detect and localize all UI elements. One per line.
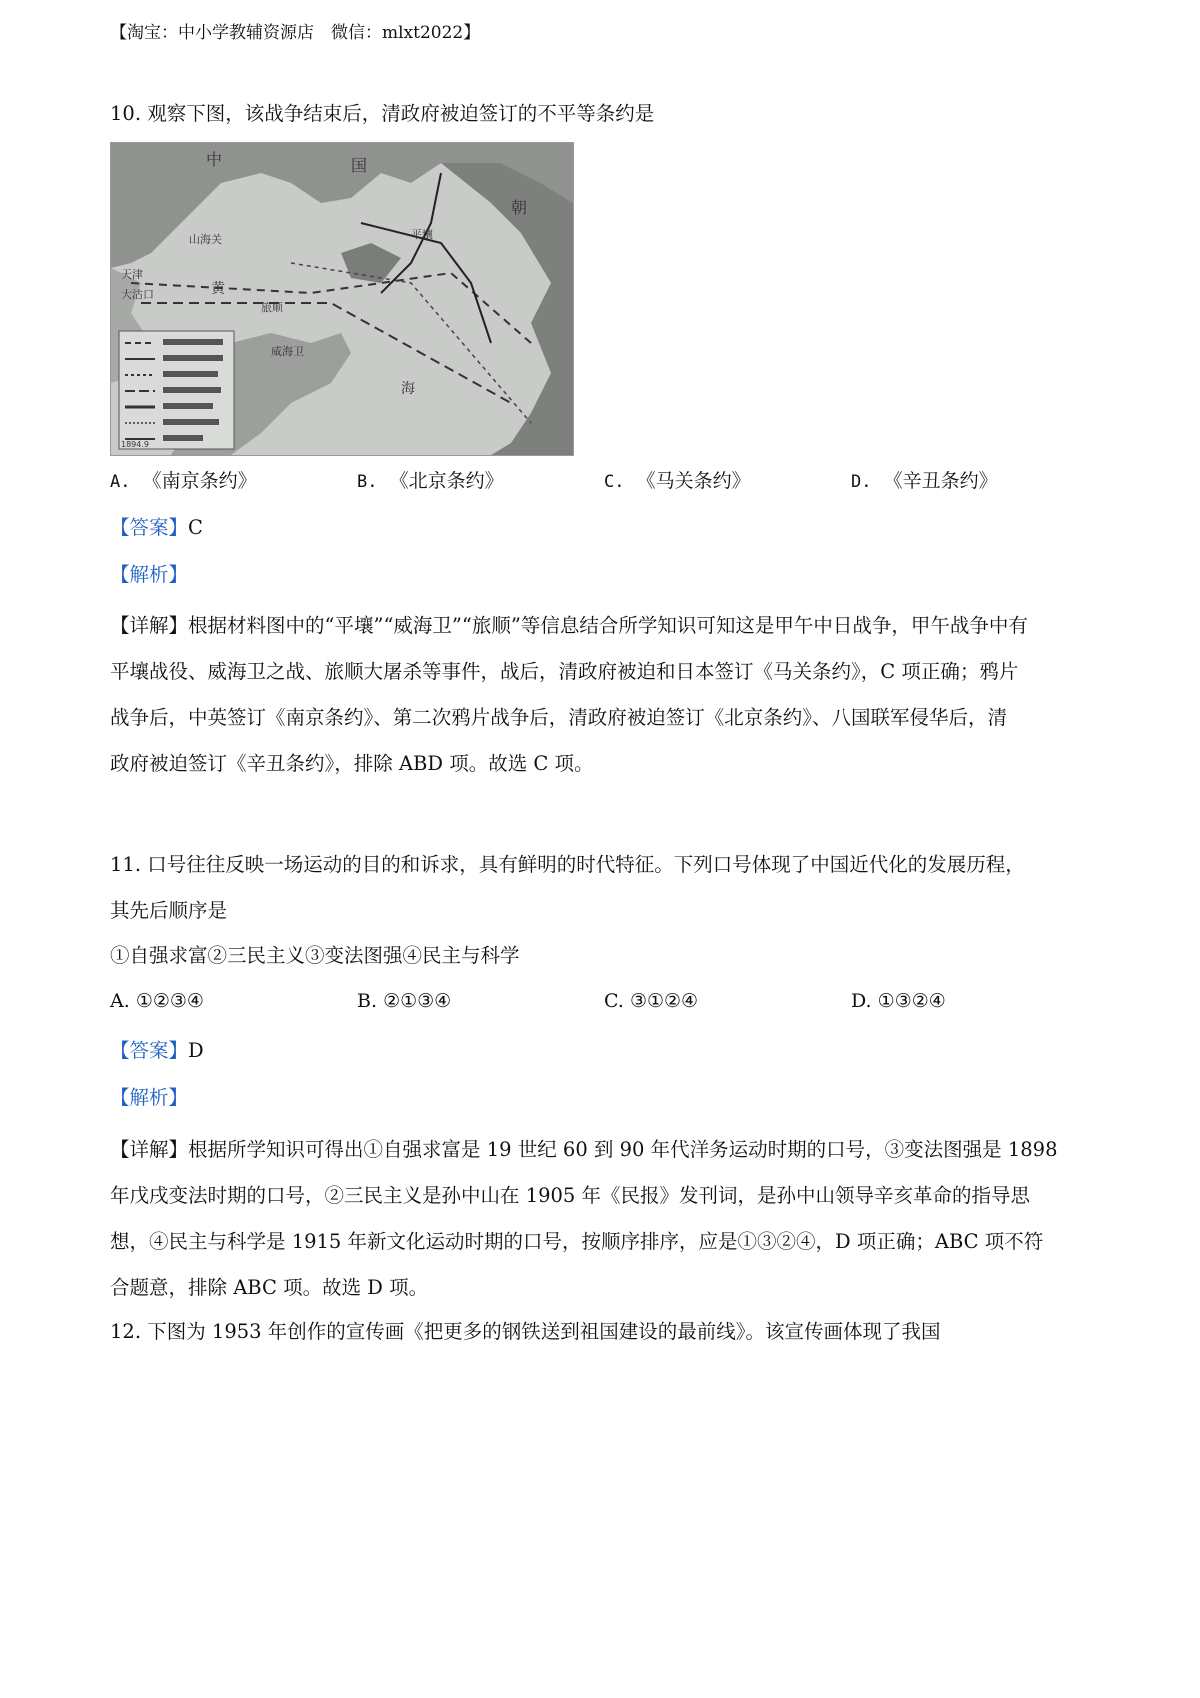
q10-detail-line-1: 【详解】根据材料图中的“平壤”“威海卫”“旅顺”等信息结合所学知识可知这是甲午中日战争，甲午战争中有 [110, 614, 1028, 637]
q10-answer: 【答案】C [110, 516, 203, 539]
q11-stem-line-2: 其先后顺序是 [110, 899, 228, 922]
q11-option-b: B. ②①③④ [357, 990, 452, 1012]
q10-detail-line-3: 战争后，中英签订《南京条约》、第二次鸦片战争后，清政府被迫签订《北京条约》、八国联军侵华后，清 [110, 706, 1008, 729]
map-label-huang: 黄 [211, 281, 225, 297]
q10-option-d: D. 《辛丑条约》 [851, 470, 998, 492]
map-label-zhong: 中 [206, 150, 223, 169]
q11-detail-line-4: 合题意，排除 ABC 项。故选 D 项。 [110, 1276, 429, 1299]
map-label-dagukou: 大沽口 [121, 288, 154, 301]
map-label-lushun: 旅顺 [261, 301, 283, 314]
map-label-pingrang: 平壤 [411, 228, 433, 241]
q10-stem: 10. 观察下图，该战争结束后，清政府被迫签订的不平等条约是 [110, 102, 655, 125]
q11-detail [110, 1127, 1100, 1311]
map-label-hai: 海 [401, 381, 415, 397]
q10-option-c: C. 《马关条约》 [604, 470, 751, 492]
q11-detail-line-2: 年戊戌变法时期的口号，②三民主义是孙中山在 1905 年《民报》发刊词，是孙中山领导辛亥革命的指导思 [110, 1184, 1031, 1207]
q11-analysis-label: 【解析】 [110, 1086, 189, 1109]
q11-detail-line-3: 想，④民主与科学是 1915 年新文化运动时期的口号，按顺序排序，应是①③②④，D 项正确；ABC 项不符 [110, 1230, 1044, 1253]
q10-option-a: A. 《南京条约》 [110, 470, 257, 492]
q11-stem-line-1: 11. 口号往往反映一场运动的目的和诉求，具有鲜明的时代特征。下列口号体现了中国近代化的发展历程， [110, 853, 1025, 876]
q11-option-c: C. ③①②④ [604, 990, 699, 1012]
q10-detail-line-2: 平壤战役、威海卫之战、旅顺大屠杀等事件，战后，清政府被迫和日本签订《马关条约》，C 项正确；鸦片 [110, 660, 1019, 683]
map-label-date: 1894.9 [121, 440, 149, 449]
q11-items: ①自强求富②三民主义③变法图强④民主与科学 [110, 944, 520, 967]
map-label-guo: 国 [351, 156, 368, 175]
q10-detail-line-4: 政府被迫签订《辛丑条约》，排除 ABD 项。故选 C 项。 [110, 752, 594, 775]
q10-detail [110, 603, 1100, 787]
q11-stem [110, 842, 1100, 934]
map-label-weihaiwei: 威海卫 [271, 345, 304, 358]
map-label-tianjin: 天津 [121, 268, 143, 281]
q10-option-b: B. 《北京条约》 [357, 470, 504, 492]
sino-japanese-war-map [111, 143, 573, 455]
q11-option-a: A. ①②③④ [110, 990, 204, 1012]
page-header: 【淘宝：中小学教辅资源店 微信：mlxt2022】 [110, 23, 481, 43]
q11-detail-line-1: 【详解】根据所学知识可得出①自强求富是 19 世纪 60 到 90 年代洋务运动时期的口号，③变法图强是 1898 [110, 1138, 1058, 1161]
q10-analysis-label: 【解析】 [110, 563, 189, 586]
q11-option-d: D. ①③②④ [851, 990, 946, 1012]
map-label-chao: 朝 [511, 198, 528, 217]
q11-answer: 【答案】D [110, 1039, 204, 1062]
map-label-shanhaiguan: 山海关 [189, 233, 222, 246]
q10-map-image [110, 142, 574, 456]
q12-stem: 12. 下图为 1953 年创作的宣传画《把更多的钢铁送到祖国建设的最前线》。该宣传画体现了我国 [110, 1320, 941, 1343]
